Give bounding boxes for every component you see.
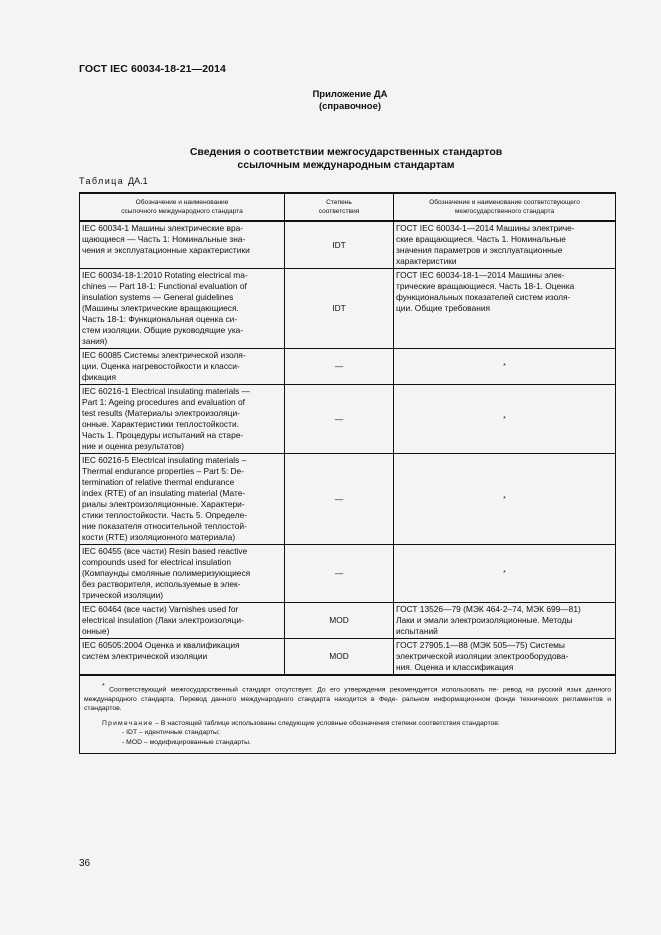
table-row	[80, 269, 616, 349]
degree-cell: IDT	[285, 221, 394, 269]
degree-cell: —	[285, 454, 394, 545]
page-number: 36	[79, 858, 91, 869]
table-row	[80, 545, 616, 603]
table-row	[80, 349, 616, 385]
table-label-word: Таблица	[79, 176, 125, 186]
section-title-line: Сведения о соответствии межгосударственных стандартов	[189, 146, 503, 158]
note-list-item: - IDT – идентичные стандарты;	[122, 729, 220, 737]
note-label: Примечание	[102, 719, 154, 727]
international-standard-cell: IEC 60034-18-1:2010 Rotating electrical ma- chines — Part 18-1: Functional evaluation of insulation systems — General guidelines (Машины электрические вращающиеся. Часть 18-1: Функциональная оценка си- стем изоляции. Общие руководящие ука- зания)	[80, 269, 285, 349]
interstate-standard-cell: ГОСТ 27905.1—88 (МЭК 505—75) Системы электрической изоляции электрооборудова- ния. Оценка и классификация	[394, 639, 616, 676]
table-row	[80, 603, 616, 639]
standard-header: ГОСТ IEC 60034-18-21—2014	[79, 63, 226, 75]
degree-cell: IDT	[285, 269, 394, 349]
table-row	[80, 639, 616, 676]
column-header-interstate: Обозначение и наименование соответствующего межгосударственного стандарта	[394, 193, 616, 221]
correspondence-table	[79, 192, 616, 754]
table-notes-row	[80, 675, 616, 754]
degree-cell: —	[285, 385, 394, 454]
missing-standard-mark: *	[394, 545, 616, 603]
note-list-item: - MOD – модифицированные стандарты.	[122, 738, 251, 746]
annex-note: (справочное)	[318, 101, 382, 112]
international-standard-cell: IEC 60216-5 Electrical insulating materials – Thermal endurance properties – Part 5: De- termination of relative thermal endurance index (RTE) of an insulating material (Мате- риалы электроизоляционные. Характери- стики теплостойкости. Часть 5. Определе- ние показателя относительной теплостой- кости (RTE) изоляционного материала)	[80, 454, 285, 545]
table-label-number: ДА.1	[128, 176, 148, 186]
international-standard-cell: IEC 60034-1 Машины электрические вра- щающиеся — Часть 1: Номинальные зна- чения и эксплуатационные характеристики	[80, 221, 285, 269]
international-standard-cell: IEC 60455 (все части) Resin based reactive compounds used for electrical insulation (Компаунды смоляные полимеризующиеся без растворителя, используемые в элек- трической изоляции)	[80, 545, 285, 603]
table-note: Примечание – В настоящей таблице использованы следующие условные обозначения степени соответствия стандартов:	[102, 719, 500, 727]
degree-cell: —	[285, 545, 394, 603]
table-label	[79, 176, 148, 186]
international-standard-cell: IEC 60505:2004 Оценка и квалификация систем электрической изоляции	[80, 639, 285, 676]
missing-standard-mark: *	[394, 385, 616, 454]
section-title	[150, 146, 542, 172]
international-standard-cell: IEC 60464 (все части) Varnishes used for electrical insulation (Лаки электроизоляци- онные)	[80, 603, 285, 639]
column-header-international: Обозначение и наименование ссылочного международного стандарта	[80, 193, 285, 221]
international-standard-cell: IEC 60216-1 Electrical insulating materials — Part 1: Ageing procedures and evaluation of test results (Материалы электроизоляци- онные. Характеристики теплостойкости. Часть 1. Процедуры испытаний на старе- ние и оценка результатов)	[80, 385, 285, 454]
table-row	[80, 221, 616, 269]
missing-standard-mark: *	[394, 454, 616, 545]
interstate-standard-cell: ГОСТ 13526—79 (МЭК 464-2–74, МЭК 699—81) Лаки и эмали электроизоляционные. Методы испытаний	[394, 603, 616, 639]
annex-heading	[300, 89, 400, 113]
table-header-row	[80, 193, 616, 221]
column-header-degree: Степень соответствия	[285, 193, 394, 221]
degree-cell: —	[285, 349, 394, 385]
annex-title: Приложение ДА	[312, 89, 388, 100]
footnote-mark: *	[102, 683, 105, 690]
table-row	[80, 385, 616, 454]
table-notes-cell	[80, 675, 616, 754]
degree-cell: MOD	[285, 639, 394, 676]
missing-standard-mark: *	[394, 349, 616, 385]
degree-cell: MOD	[285, 603, 394, 639]
section-title-line: ссылочным международным стандартам	[237, 159, 455, 171]
table-row	[80, 454, 616, 545]
interstate-standard-cell: ГОСТ IEC 60034-18-1—2014 Машины элек- трические вращающиеся. Часть 18-1. Оценка функциональных показателей систем изоля- ции. Общие требования	[394, 269, 616, 349]
international-standard-cell: IEC 60085 Системы электрической изоля- ции. Оценка нагревостойкости и класси- фикация	[80, 349, 285, 385]
interstate-standard-cell: ГОСТ IEC 60034-1—2014 Машины электриче- ские вращающиеся. Часть 1. Номинальные значения параметров и эксплуатационные характеристики	[394, 221, 616, 269]
footnote: * Соответствующий межгосударственный стандарт отсутствует. До его утверждения рекомендуется использовать пе- ревод на русский язык данного международного стандарта. Перевод данного международного стандарта находится в Феде- ральном информационном фонде технических регламентов и стандартов.	[84, 683, 612, 713]
